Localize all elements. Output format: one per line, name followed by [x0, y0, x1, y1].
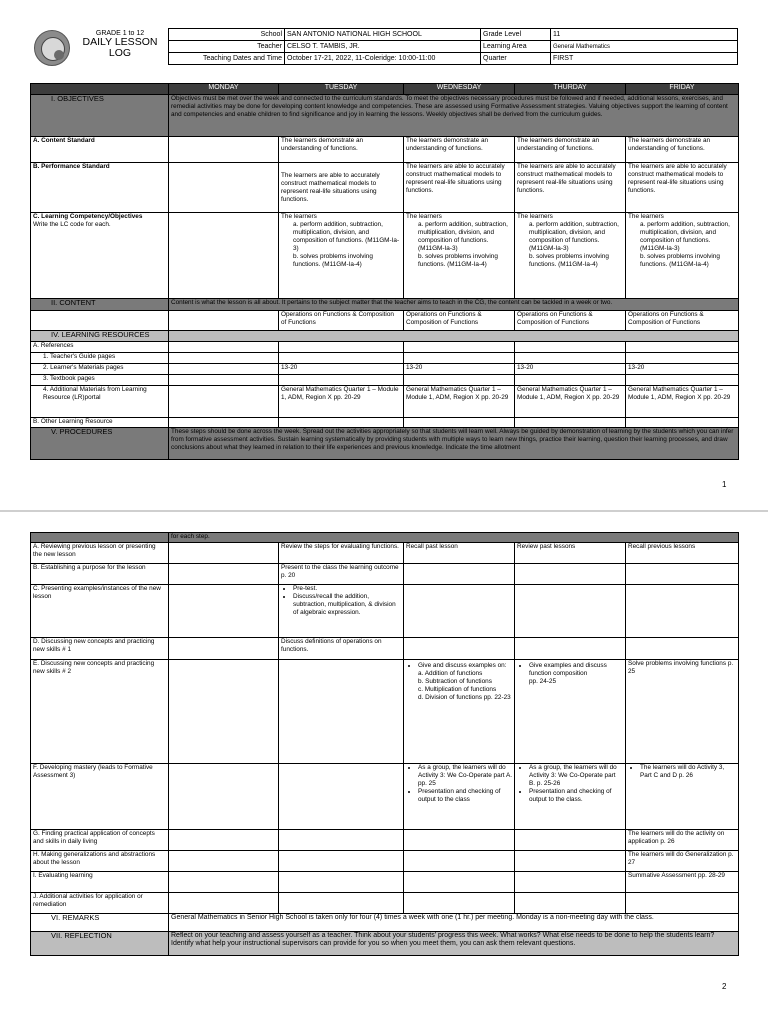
lm-pages-tue: 13-20 [279, 364, 404, 375]
content-standard-label: A. Content Standard [31, 137, 169, 163]
content-topic-thu: Operations on Functions & Composition of Functions [515, 311, 626, 331]
remarks-text: General Mathematics in Senior High School is taken only for four (4) times a week with one (1 hr.) per meeting. Monday is a non-meeting day with the class. [169, 914, 739, 932]
step-b-tue: Present to the class the learning outcome p. 20 [279, 564, 404, 585]
competency-lead: The learners [628, 213, 664, 220]
step-f-thu-item: • As a group, the learners will do Activity 3: We Co-Operate part B. p. 25-26 [529, 764, 623, 788]
competency-item-b: b. solves problems involving functions. (M11GM-Ia-4) [293, 253, 373, 268]
step-g-label: G. Finding practical application of concepts and skills in daily living [31, 830, 169, 851]
step-c-tue-item: • Discuss/recall the addition, subtraction, multiplication, & division of algebraic expression. [293, 593, 401, 617]
competency-row [31, 213, 739, 299]
objectives-row [31, 95, 739, 137]
content-topic-fri: Operations on Functions & Composition of Functions [626, 311, 739, 331]
step-c-row [31, 585, 739, 638]
procedures-text-continued: for each step. [169, 533, 739, 543]
lm-pages-wed: 13-20 [404, 364, 515, 375]
step-f-fri-item: • The learners will do Activity 3, Part C and D p. 26 [640, 764, 736, 780]
step-e-wed-item: c. Multiplication of functions [418, 686, 497, 693]
remarks-label: VI. REMARKS [31, 914, 169, 932]
step-i-row [31, 872, 739, 893]
school-value: SAN ANTONIO NATIONAL HIGH SCHOOL [285, 29, 481, 41]
content-topic-row [31, 311, 739, 331]
step-j-row [31, 893, 739, 914]
textbook-pages-label: 3. Textbook pages [31, 375, 169, 386]
lm-pages-label: 2. Learner's Materials pages [31, 364, 169, 375]
deped-seal-icon [34, 30, 70, 66]
competency-lead: The learners [281, 213, 317, 220]
header-info-table [168, 28, 738, 65]
additional-materials-label: 4. Additional Materials from Learning Resource (LR)portal [31, 386, 169, 418]
page-1 [0, 0, 768, 510]
performance-standard-wed: The learners are able to accurately construct mathematical models to represent real-life situations using functions. [404, 163, 515, 213]
step-h-row [31, 851, 739, 872]
procedures-label: V. PROCEDURES [31, 428, 169, 460]
performance-standard-tue: The learners are able to accurately construct mathematical models to represent real-life situations using functions. [279, 163, 404, 213]
day-thursday: THURDAY [515, 84, 626, 95]
competency-sublabel: Write the LC code for each. [33, 221, 111, 228]
page-2 [0, 512, 768, 1024]
remarks-row [31, 914, 739, 932]
objectives-text: Objectives must be met over the week and connected to the curriculum standards. To meet the objectives necessary procedures must be followed and if needed, additional lessons, exercises, and remedial activities may be done for developing content knowledge and competencies. These are assessed using Formative Assessment strategies. Valuing objectives support the learning of content and competencies and enable children to find significance and joy in learning the lessons. Weekly objectives shall be derived from the curriculum guides. [169, 95, 739, 137]
days-header-row [31, 84, 739, 95]
step-e-wed-item: b. Subtraction of functions [418, 678, 492, 685]
title-line-1: DAILY LESSON [82, 36, 158, 48]
step-a-tue: Review the steps for evaluating functions. [279, 543, 404, 564]
step-f-thu-item: • Presentation and checking of output to the class. [529, 788, 623, 804]
competency-lead: The learners [406, 213, 442, 220]
performance-standard-thu: The learners are able to accurately construct mathematical models to represent real-life situations using functions. [515, 163, 626, 213]
step-e-thu-pages: pp. 24-25 [529, 678, 557, 685]
competency-tue [279, 213, 404, 299]
additional-materials-wed: General Mathematics Quarter 1 – Module 1, ADM, Region X pp. 20-29 [404, 386, 515, 418]
lesson-table-page-2 [30, 532, 739, 956]
step-b-row [31, 564, 739, 585]
page-number: 1 [722, 480, 727, 489]
step-e-fri: Solve problems involving functions p. 25 [626, 660, 739, 764]
competency-wed [404, 213, 515, 299]
step-c-label: C. Presenting examples/instances of the new lesson [31, 585, 169, 638]
content-label: II. CONTENT [31, 299, 169, 311]
content-row [31, 299, 739, 311]
competency-fri [626, 213, 739, 299]
dates-value: October 17-21, 2022, 11-Coleridge: 10:00-11:00 [285, 53, 481, 65]
step-a-row [31, 543, 739, 564]
step-i-label: I. Evaluating learning [31, 872, 169, 893]
competency-item-a: a. perform addition, subtraction, multiplication, division, and composition of functions. (M11GM-Ia-3) [418, 221, 508, 252]
lm-pages-fri: 13-20 [626, 364, 739, 375]
additional-materials-tue: General Mathematics Quarter 1 – Module 1, ADM, Region X pp. 20-29 [279, 386, 404, 418]
content-standard-wed: The learners demonstrate an understanding of functions. [404, 137, 515, 163]
step-e-row [31, 660, 739, 764]
performance-standard-row [31, 163, 739, 213]
step-h-label: H. Making generalizations and abstractions about the lesson [31, 851, 169, 872]
step-a-fri: Recall previous lessons [626, 543, 739, 564]
dates-label: Teaching Dates and Time [169, 53, 285, 65]
performance-standard-fri: The learners are able to accurately construct mathematical models to represent real-life situations using functions. [626, 163, 739, 213]
tg-pages-label: 1. Teacher's Guide pages [31, 353, 169, 364]
step-a-label: A. Reviewing previous lesson or presenting the new lesson [31, 543, 169, 564]
content-standard-tue: The learners demonstrate an understanding of functions. [279, 137, 404, 163]
resources-row [31, 331, 739, 342]
school-label: School [169, 29, 285, 41]
step-d-row [31, 638, 739, 660]
step-f-wed-item: • Presentation and checking of output to the class [418, 788, 512, 804]
content-standard-row [31, 137, 739, 163]
grade-level-label: Grade Level [481, 29, 551, 41]
additional-materials-fri: General Mathematics Quarter 1 – Module 1, ADM, Region X pp. 20-29 [626, 386, 739, 418]
step-a-thu: Review past lessons [515, 543, 626, 564]
step-a-wed: Recall past lesson [404, 543, 515, 564]
step-e-wed-item: a. Addition of functions [418, 670, 483, 677]
step-i-fri: Summative Assessment pp. 28-29 [626, 872, 739, 893]
other-resources-label: B. Other Learning Resource [31, 418, 169, 428]
grade-level-value: 11 [551, 29, 738, 41]
content-standard-thu: The learners demonstrate an understanding of functions. [515, 137, 626, 163]
reflection-row [31, 932, 739, 956]
procedures-text: These steps should be done across the week. Spread out the activities appropriately so that students will learn well. Always be guided by demonstration of learning by the students which you can infer from formative assessment activities. Sustain learning systematically by providing students with multiple ways to learn new things, practice their learning, question their learning processes, and draw conclusions about what they learned in relation to their life experiences and previous knowledge. Indicate the time allotment [169, 428, 739, 460]
competency-item-a: a. perform addition, subtraction, multiplication, division, and composition of functions. (M11GM-Ia-3) [293, 221, 400, 252]
reflection-label: VII. REFLECTION [31, 932, 169, 956]
step-e-thu-lead: • Give examples and discuss function composition [529, 662, 623, 678]
title-line-2: LOG [108, 47, 132, 59]
competency-item-b: b. solves problems involving functions. (M11GM-Ia-4) [529, 253, 609, 268]
performance-standard-label: B. Performance Standard [31, 163, 169, 213]
competency-item-b: b. solves problems involving functions. (M11GM-Ia-4) [640, 253, 720, 268]
day-tuesday: TUESDAY [279, 84, 404, 95]
competency-item-a: a. perform addition, subtraction, multiplication, division, and composition of functions. (M11GM-Ia-3) [640, 221, 730, 252]
reflection-text: Reflect on your teaching and assess yourself as a teacher. Think about your students' progress this week. What works? What else needs to be done to help the students learn? Identify what help your instructional supervisors can provide for you so when you meet them, you can ask them relevant questions. [169, 932, 739, 956]
day-monday: MONDAY [169, 84, 279, 95]
competency-item-b: b. solves problems involving functions. (M11GM-Ia-4) [418, 253, 498, 268]
step-e-label: E. Discussing new concepts and practicing new skills # 2 [31, 660, 169, 764]
step-f-row [31, 764, 739, 830]
step-e-wed-item: d. Division of functions pp. 22-23 [418, 694, 511, 701]
competency-lead: The learners [517, 213, 553, 220]
step-f-label: F. Developing mastery (leads to Formative Assessment 3) [31, 764, 169, 830]
teacher-label: Teacher [169, 41, 285, 53]
quarter-label: Quarter [481, 53, 551, 65]
additional-materials-thu: General Mathematics Quarter 1 – Module 1, ADM, Region X pp. 20-29 [515, 386, 626, 418]
grade-range: GRADE 1 to 12 [95, 30, 145, 37]
step-j-label: J. Additional activities for application or remediation [31, 893, 169, 914]
step-e-wed-lead: • Give and discuss examples on: [418, 662, 512, 670]
step-b-label: B. Establishing a purpose for the lesson [31, 564, 169, 585]
learning-area-label: Learning Area [481, 41, 551, 53]
day-wednesday: WEDNESDAY [404, 84, 515, 95]
content-standard-fri: The learners demonstrate an understanding of functions. [626, 137, 739, 163]
content-topic-wed: Operations on Functions & Composition of Functions [404, 311, 515, 331]
step-d-tue: Discuss definitions of operations on functions. [279, 638, 404, 660]
content-topic-tue: Operations on Functions & Composition of Functions [279, 311, 404, 331]
competency-thu [515, 213, 626, 299]
quarter-value: FIRST [551, 53, 738, 65]
step-g-row [31, 830, 739, 851]
step-d-label: D. Discussing new concepts and practicing new skills # 1 [31, 638, 169, 660]
step-h-fri: The learners will do Generalization p. 27 [626, 851, 739, 872]
header [30, 28, 738, 66]
header-title-block [70, 28, 170, 66]
step-c-tue-item: • Pre-test. [293, 585, 401, 593]
learning-area-value: General Mathematics [551, 41, 738, 53]
content-text: Content is what the lesson is all about. It pertains to the subject matter that the teacher aims to teach in the CG, the content can be tackled in a week or two. [169, 299, 739, 311]
teacher-value: CELSO T. TAMBIS, JR. [285, 41, 481, 53]
resources-label: IV. LEARNING RESOURCES [31, 331, 169, 342]
day-friday: FRIDAY [626, 84, 739, 95]
lesson-table-page-1 [30, 83, 739, 460]
objectives-label: I. OBJECTIVES [31, 95, 169, 137]
page-number: 2 [722, 982, 727, 991]
lm-pages-thu: 13-20 [515, 364, 626, 375]
competency-label: C. Learning Competency/Objectives [33, 213, 143, 220]
references-label: A. References [31, 342, 169, 353]
competency-item-a: a. perform addition, subtraction, multiplication, division, and composition of functions. (M11GM-Ia-3) [529, 221, 619, 252]
step-f-wed-item: • As a group, the learners will do Activity 3: We Co-Operate part A. pp. 25 [418, 764, 512, 788]
procedures-row [31, 428, 739, 460]
step-g-fri: The learners will do the activity on application p. 26 [626, 830, 739, 851]
